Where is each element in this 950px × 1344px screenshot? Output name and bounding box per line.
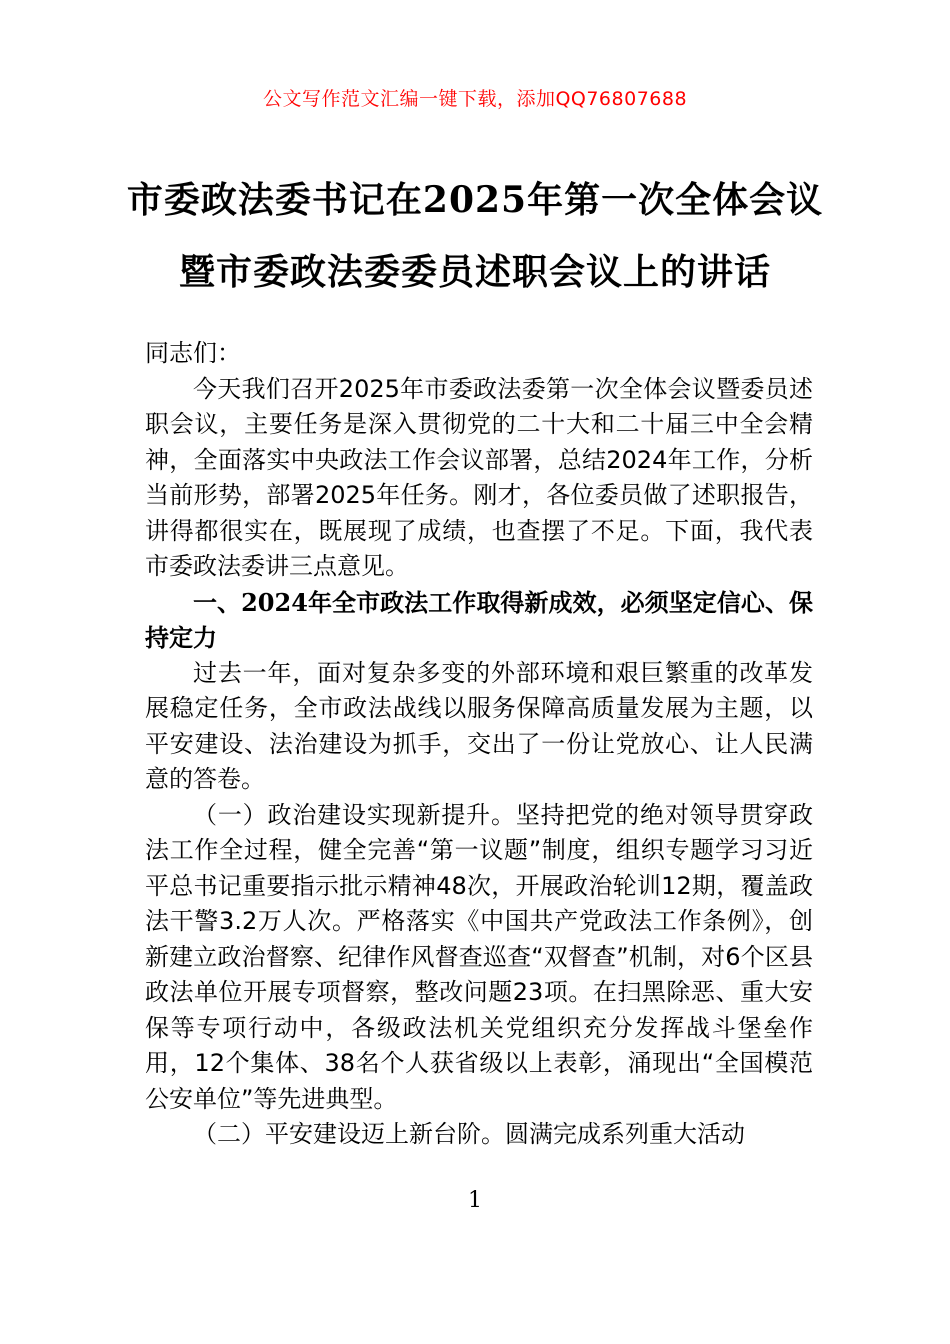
section-heading-1: 一、2024年全市政法工作取得新成效，必须坚定信心、保持定力: [145, 587, 813, 652]
paragraph-political-building: （一）政治建设实现新提升。坚持把党的绝对领导贯穿政法工作全过程，健全完善“第一议题”制度，组织专题学习习近平总书记重要指示批示精神48次，开展政治轮训12期，覆盖政法干警3.2万人次。严格落实《中国共产党政法工作条例》，创新建立政治督察、纪律作风督查巡查“双督查”机制，对6个区县政法单位开展专项督察，整改问题23项。在扫黑除恶、重大安保等专项行动中，各级政法机关党组织充分发挥战斗堡垒作用，12个集体、38名个人获省级以上表彰，涌现出“全国模范公安单位”等先进典型。: [145, 800, 813, 1113]
salutation: 同志们：: [145, 339, 241, 367]
watermark-banner: 公文写作范文汇编一键下载，添加QQ76807688: [262, 88, 688, 110]
paragraph-review: 过去一年，面对复杂多变的外部环境和艰巨繁重的改革发展稳定任务，全市政法战线以服务保障高质量发展为主题，以平安建设、法治建设为抓手，交出了一份让党放心、让人民满意的答卷。: [145, 658, 813, 793]
document-title-line-1: 市委政法委书记在2025年第一次全体会议: [126, 179, 824, 221]
paragraph-intro: 今天我们召开2025年市委政法委第一次全体会议暨委员述职会议，主要任务是深入贯彻党的二十大和二十届三中全会精神，全面落实中央政法工作会议部署，总结2024年工作，分析当前形势，部署2025年任务。刚才，各位委员做了述职报告，讲得都很实在，既展现了成绩，也查摆了不足。下面，我代表市委政法委讲三点意见。: [145, 374, 813, 580]
document-title-line-2: 暨市委政法委委员述职会议上的讲话: [178, 251, 771, 293]
paragraph-safety-building: （二）平安建设迈上新台阶。圆满完成系列重大活动: [193, 1120, 745, 1148]
page-number: 1: [468, 1188, 482, 1213]
document-body: [145, 336, 813, 1153]
